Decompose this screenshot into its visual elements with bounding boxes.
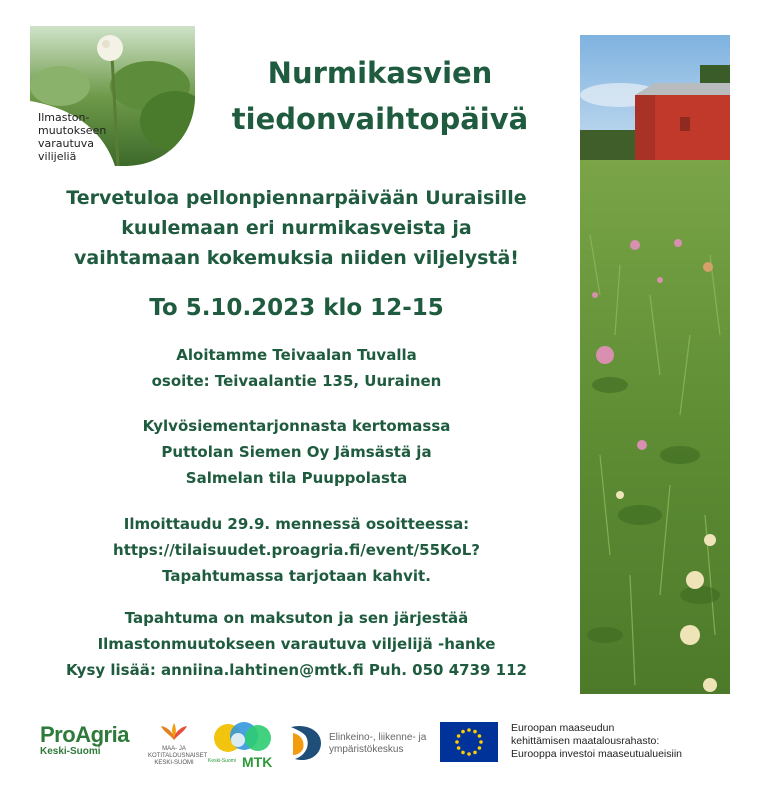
proagria-pro: Pro: [40, 722, 76, 747]
logo-line: vilijeliä: [38, 150, 77, 163]
welcome-line-1: Tervetuloa pellonpiennarpäivään Uuraisille: [66, 187, 527, 209]
proagria-name: [40, 722, 129, 748]
ely-line-2: ympäristökeskus: [329, 744, 404, 755]
eu-flag-icon: [440, 722, 498, 762]
proagria-region: Keski-Suomi: [40, 746, 101, 757]
location-line-1: Aloitamme Teivaalan Tuvalla: [176, 346, 417, 364]
mtk-region: Keski-Suomi: [208, 758, 237, 764]
title-line-1: Nurmikasvien: [267, 56, 493, 90]
logo-line: Ilmaston-: [38, 111, 90, 124]
location-info: [15, 342, 578, 394]
mtk-name: MTK: [242, 754, 273, 770]
maa-ja-kotitalousnaiset-logo: [148, 722, 208, 767]
info-line-2: Ilmastonmuutokseen varautuva viljelijä -hanke: [97, 635, 496, 653]
proagria-agria: Agria: [75, 722, 129, 747]
registration-line-3: Tapahtumassa tarjotaan kahvit.: [162, 567, 431, 585]
seeds-line-2: Puttolan Siemen Oy Jämsästä ja: [161, 443, 432, 461]
ely-emblem-icon: [287, 723, 325, 763]
organizer-info: [15, 605, 578, 683]
eu-fund-text: [511, 722, 751, 761]
welcome-text: [15, 183, 578, 273]
eu-line-3: Eurooppa investoi maaseutualueisiin: [511, 748, 683, 760]
eu-line-1: Euroopan maaseudun: [511, 722, 615, 734]
registration-line-1: Ilmoittaudu 29.9. mennessä osoitteessa:: [123, 515, 470, 533]
seed-info: [15, 413, 578, 491]
info-line-1: Tapahtuma on maksuton ja sen järjestää: [124, 609, 469, 627]
maaja-line-2: KOTITALOUSNAISET: [148, 753, 208, 759]
seeds-line-3: Salmelan tila Puuppolasta: [185, 469, 408, 487]
title-line-2: tiedonvaihtopäivä: [231, 102, 529, 136]
ely-text: [329, 732, 439, 756]
page-title: [200, 50, 560, 142]
maaja-line-1: MAA- JA: [162, 746, 186, 752]
mtk-circles-icon: [208, 720, 274, 754]
contact-line[interactable]: Kysy lisää: anniina.lahtinen@mtk.fi Puh. 050 4739 112: [66, 661, 527, 679]
location-line-2: osoite: Teivaalantie 135, Uurainen: [151, 372, 442, 390]
logo-line: varautuva: [38, 137, 95, 150]
seeds-line-1: Kylvösiementarjonnasta kertomassa: [142, 417, 451, 435]
ely-centre-logo: [287, 723, 437, 767]
clover-field-photo: [580, 35, 730, 694]
mtk-logo: [208, 720, 274, 770]
maaja-line-3: KESKI-SUOMI: [154, 760, 194, 766]
proagria-logo: [40, 722, 129, 757]
registration-link[interactable]: https://tilaisuudet.proagria.fi/event/55KoL?: [113, 541, 480, 559]
ely-line-1: Elinkeino-, liikenne- ja: [329, 732, 427, 743]
logo-line: muutokseen: [38, 124, 107, 137]
event-date: To 5.10.2023 klo 12-15: [149, 295, 444, 321]
eu-line-2: kehittämisen maatalousrahasto:: [511, 735, 660, 747]
registration-info: [15, 511, 578, 589]
climate-project-logo-text: [38, 111, 106, 163]
welcome-line-3: vaihtamaan kokemuksia niiden viljelystä!: [74, 247, 519, 269]
welcome-line-2: kuulemaan eri nurmikasveista ja: [121, 217, 472, 239]
flower-icon: [159, 722, 189, 742]
maa-ja-text: [148, 746, 208, 767]
